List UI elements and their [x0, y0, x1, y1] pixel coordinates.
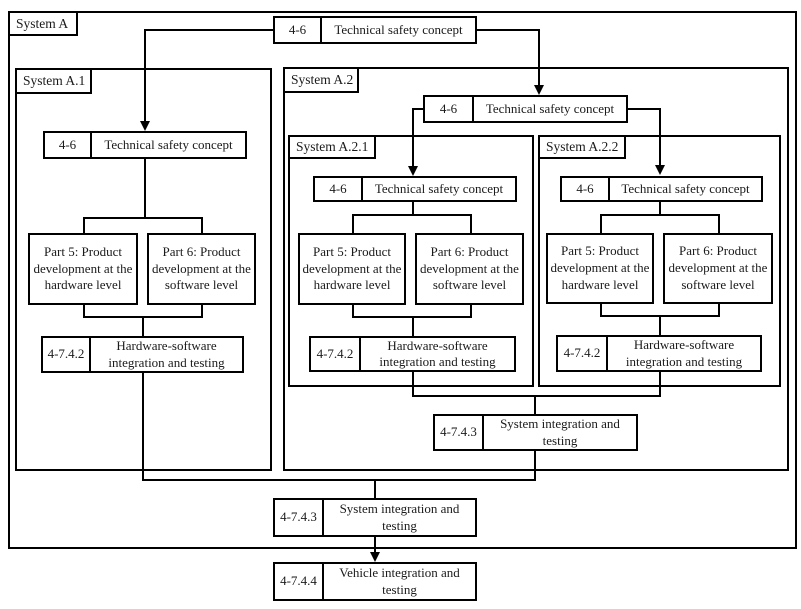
system-a21-label: System A.2.1 — [288, 135, 376, 159]
arrowhead-down-icon — [534, 85, 544, 95]
sysint-ref: 4-7.4.3 — [275, 500, 324, 535]
tsc-ref: 4-6 — [315, 178, 363, 200]
connector-line — [352, 214, 354, 233]
connector-line — [144, 29, 146, 122]
hw-sw-integration-box-a22 — [556, 335, 762, 372]
connector-line — [412, 372, 414, 397]
connector-line — [144, 29, 275, 31]
connector-line — [412, 108, 414, 168]
connector-line — [600, 214, 720, 216]
part5-box-a1: Part 5: Product development at the hardware level — [28, 233, 138, 305]
tsc-box-system-a21 — [313, 176, 517, 202]
hw-sw-integration-box-a1 — [41, 336, 244, 373]
part5-box-a21: Part 5: Product development at the hardware level — [298, 233, 406, 305]
system-a22-label: System A.2.2 — [538, 135, 626, 159]
system-integration-box-a2 — [433, 414, 638, 451]
connector-line — [83, 217, 203, 219]
hsw-ref: 4-7.4.2 — [558, 337, 608, 370]
arrowhead-down-icon — [140, 121, 150, 131]
connector-line — [412, 395, 661, 397]
hsw-title: Hardware-software integration and testing — [625, 337, 743, 369]
connector-line — [718, 214, 720, 233]
connector-line — [600, 214, 602, 233]
hsw-ref: 4-7.4.2 — [311, 338, 361, 370]
part6-box-a22: Part 6: Product development at the software level — [663, 233, 773, 304]
sysint-ref: 4-7.4.3 — [435, 416, 484, 449]
hsw-ref: 4-7.4.2 — [43, 338, 91, 371]
part6-box-a1: Part 6: Product development at the software level — [147, 233, 256, 305]
tsc-title: Technical safety concept — [104, 136, 233, 152]
tsc-ref: 4-6 — [425, 97, 474, 121]
connector-line — [659, 202, 661, 214]
connector-line — [142, 373, 144, 481]
tsc-ref: 4-6 — [275, 18, 322, 42]
tsc-title: Technical safety concept — [621, 180, 750, 196]
hw-sw-integration-box-a21 — [309, 336, 516, 372]
connector-line — [83, 217, 85, 233]
connector-line — [412, 202, 414, 214]
connector-line — [659, 315, 661, 335]
arrowhead-down-icon — [655, 165, 665, 175]
system-a2-label: System A.2 — [283, 67, 359, 93]
tsc-title: Technical safety concept — [374, 180, 504, 196]
connector-line — [352, 214, 472, 216]
arrowhead-down-icon — [408, 166, 418, 176]
connector-line — [538, 29, 540, 86]
tsc-box-system-a — [273, 16, 477, 44]
tsc-ref: 4-6 — [45, 133, 92, 157]
part6-box-a21: Part 6: Product development at the software level — [415, 233, 524, 305]
vehint-title: Vehicle integration and testing — [339, 565, 460, 597]
connector-line — [534, 451, 536, 481]
connector-line — [142, 316, 144, 336]
tsc-box-system-a1 — [43, 131, 247, 159]
system-a-label: System A — [8, 11, 78, 36]
tsc-title: Technical safety concept — [485, 100, 615, 116]
arrowhead-down-icon — [370, 552, 380, 562]
connector-line — [659, 108, 661, 167]
connector-line — [142, 479, 536, 481]
part5-box-a22: Part 5: Product development at the hardware level — [546, 233, 654, 304]
connector-line — [201, 217, 203, 233]
system-integration-box-a — [273, 498, 477, 537]
connector-line — [144, 159, 146, 217]
vehint-ref: 4-7.4.4 — [275, 564, 324, 599]
connector-line — [475, 29, 540, 31]
hsw-title: Hardware-software integration and testing — [108, 338, 225, 370]
connector-line — [412, 316, 414, 336]
tsc-ref: 4-6 — [562, 178, 610, 200]
system-a1-label: System A.1 — [15, 68, 92, 94]
tsc-box-system-a22 — [560, 176, 763, 202]
connector-line — [534, 395, 536, 414]
connector-line — [374, 537, 376, 553]
tsc-title: Technical safety concept — [334, 21, 463, 37]
connector-line — [659, 372, 661, 397]
connector-line — [374, 479, 376, 498]
tsc-box-system-a2 — [423, 95, 628, 123]
sysint-title: System integration and testing — [339, 501, 460, 533]
connector-line — [626, 108, 661, 110]
hsw-title: Hardware-software integration and testing — [379, 337, 496, 369]
sysint-title: System integration and testing — [500, 416, 620, 448]
vehicle-integration-box — [273, 562, 477, 601]
connector-line — [470, 214, 472, 233]
